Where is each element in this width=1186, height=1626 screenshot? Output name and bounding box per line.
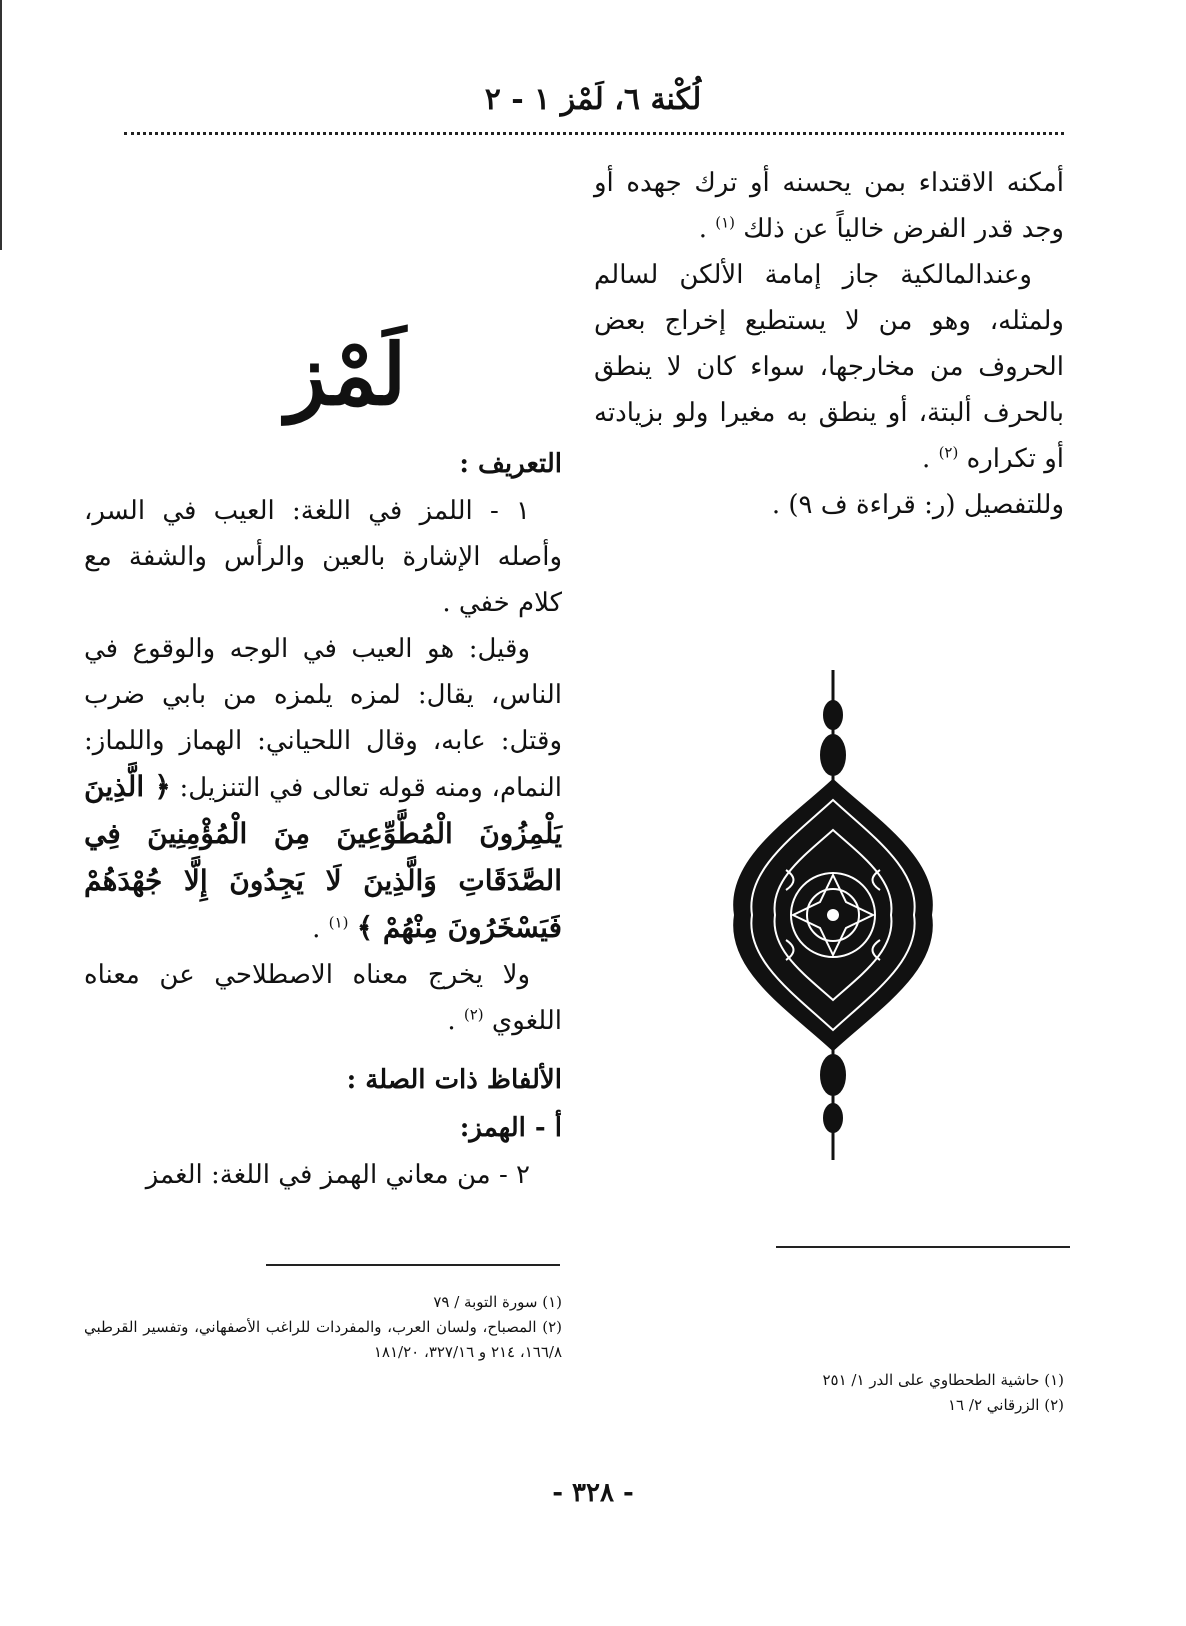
footnotes-right bbox=[700, 1368, 1064, 1418]
right-column bbox=[594, 160, 1064, 528]
hamz-paragraph: ٢ - من معاني الهمز في اللغة: الغمز bbox=[145, 1160, 530, 1190]
right-paragraph-1: أمكنه الاقتداء بمن يحسنه أو ترك جهده أو وجد قدر الفرض خالياً عن ذلك $^{(١)}$ . bbox=[594, 168, 1064, 244]
quran-verse: ﴿ الَّذِينَ يَلْمِزُونَ الْمُطَّوِّعِينَ مِنَ الْمُؤْمِنِينَ فِي الصَّدَقَاتِ وَالَّذِينَ لَا يَجِدُونَ إِلَّا جُهْدَهُمْ فَيَسْخَرُونَ مِنْهُمْ ﴾ bbox=[84, 770, 562, 944]
right-paragraph-2: وعندالمالكية جاز إمامة الألكن لسالم ولمثله، وهو من لا يستطيع إخراج بعض الحروف من مخارجها، سواء كان لا ينطق بالحرف ألبتة، أو ينطق به مغيرا ولو بزيادته أو تكراره $^{(٢)}$ . bbox=[594, 260, 1064, 474]
hamz-subheading: أ - الهمز: bbox=[459, 1113, 562, 1143]
footnote-left-2: (٢) المصباح، ولسان العرب، والمفردات للراغب الأصفهاني، وتفسير القرطبي ١٦٦/٨، ٢١٤ و ٣٢٧/١٦، ١٨١/٢٠ bbox=[84, 1318, 562, 1361]
footnote-rule-left bbox=[266, 1264, 560, 1266]
footnote-ref: (٢) bbox=[463, 1005, 484, 1024]
page-number: - ٣٢٨ - bbox=[552, 1478, 634, 1508]
footnote-rule-right bbox=[776, 1246, 1070, 1248]
entry-title: لَمْز bbox=[285, 325, 407, 424]
footnotes-left bbox=[84, 1290, 562, 1365]
footnote-right-2: (٢) الزرقاني ٢/ ١٦ bbox=[947, 1396, 1064, 1414]
footnote-left-1: (١) سورة التوبة / ٧٩ bbox=[433, 1293, 562, 1311]
footnote-right-1: (١) حاشية الطحطاوي على الدر ١/ ٢٥١ bbox=[822, 1371, 1064, 1389]
left-column bbox=[84, 440, 562, 1198]
definition-paragraph-2-text: وقيل: هو العيب في الوجه والوقوع في الناس، يقال: لمزه يلمزه من بابي ضرب وقتل: عابه، وقال اللحياني: الهماز واللماز: النمام، ومنه قوله تعالى في التنزيل: bbox=[84, 634, 562, 803]
footnote-ref: (١) bbox=[328, 913, 349, 932]
definition-paragraph-3-text: ولا يخرج معناه الاصطلاحي عن معناه اللغوي bbox=[84, 960, 562, 1036]
right-paragraph-3: وللتفصيل (ر: قراءة ف ٩) . bbox=[771, 490, 1064, 520]
running-header: لُكْنة ٦، لَمْز ١ - ٢ bbox=[484, 82, 702, 117]
footnote-ref: (٢) bbox=[938, 443, 959, 462]
arabesque-ornament-icon bbox=[726, 670, 940, 1160]
right-paragraph-1-text: أمكنه الاقتداء بمن يحسنه أو ترك جهده أو وجد قدر الفرض خالياً عن ذلك bbox=[594, 168, 1064, 244]
right-paragraph-2-text: وعندالمالكية جاز إمامة الألكن لسالم ولمثله، وهو من لا يستطيع إخراج بعض الحروف من مخارجها، سواء كان لا ينطق بالحرف ألبتة، أو ينطق به مغيرا ولو بزيادته أو تكراره bbox=[594, 260, 1064, 474]
related-terms-heading: الألفاظ ذات الصلة : bbox=[346, 1065, 562, 1095]
footnote-ref: (١) bbox=[715, 213, 736, 232]
definition-paragraph-1: ١ - اللمز في اللغة: العيب في السر، وأصله الإشارة بالعين والرأس والشفة مع كلام خفي . bbox=[84, 496, 562, 618]
definition-paragraph-2: وقيل: هو العيب في الوجه والوقوع في الناس، يقال: لمزه يلمزه من بابي ضرب وقتل: عابه، وقال اللحياني: الهماز واللماز: النمام، ومنه قوله تعالى في التنزيل: ﴿ الَّذِينَ يَلْمِزُونَ الْمُطَّوِّعِينَ مِنَ الْمُؤْمِنِينَ فِي الصَّدَقَاتِ وَالَّذِينَ لَا يَجِدُونَ إِلَّا جُهْدَهُمْ فَيَسْخَرُونَ مِنْهُمْ ﴾ $^{(١)}$ . bbox=[84, 634, 562, 944]
definition-paragraph-3: ولا يخرج معناه الاصطلاحي عن معناه اللغوي $^{(٢)}$ . bbox=[84, 960, 562, 1036]
header-dotted-rule bbox=[124, 132, 1064, 135]
scan-edge-line bbox=[0, 0, 2, 250]
definition-heading: التعريف : bbox=[459, 449, 562, 479]
